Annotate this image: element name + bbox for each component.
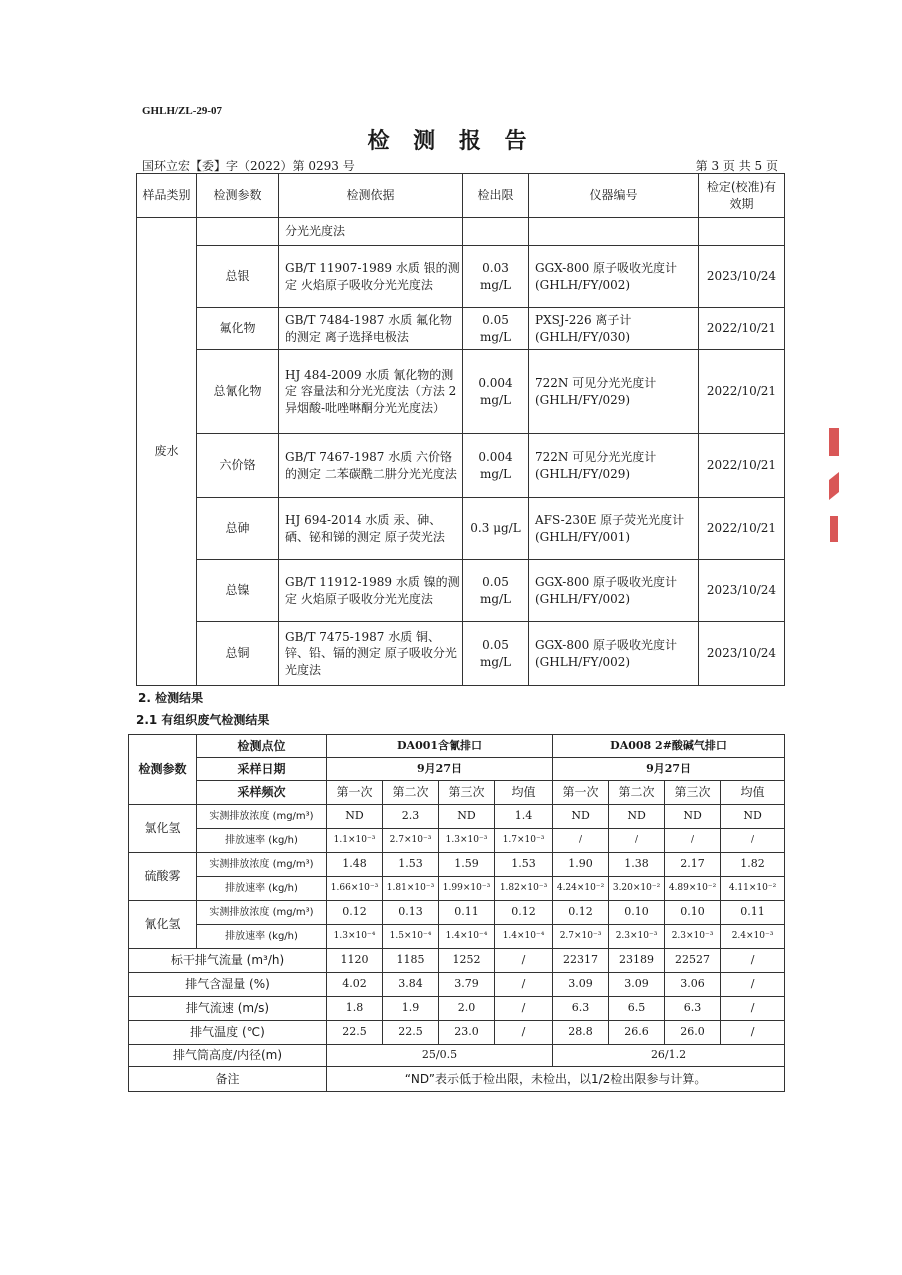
point-da008: DA008 2#酸碱气排口 (553, 735, 785, 758)
page-info: 第 3 页 共 5 页 (695, 159, 778, 173)
param-cell: 氟化物 (197, 308, 279, 350)
header-parameter: 检测参数 (197, 174, 279, 218)
value-cell: 4.02 (327, 973, 383, 997)
value-cell: 0.12 (553, 901, 609, 925)
value-cell: / (495, 973, 553, 997)
param-cell: 总砷 (197, 498, 279, 560)
param-label: 检测参数 (129, 735, 197, 805)
table-row (129, 925, 785, 949)
limit-cell: 0.03 mg/L (463, 246, 529, 308)
validity-cell: 2022/10/21 (699, 308, 785, 350)
freq-cell: 均值 (495, 781, 553, 805)
value-cell: 6.5 (609, 997, 665, 1021)
value-cell: / (495, 949, 553, 973)
instrument-cell: GGX-800 原子吸收光度计(GHLH/FY/002) (529, 246, 699, 308)
table-row (129, 853, 785, 877)
value-cell: 1.48 (327, 853, 383, 877)
document-title: 检 测 报 告 (367, 129, 535, 154)
value-cell: 0.13 (383, 901, 439, 925)
table-row (129, 877, 785, 901)
value-cell: 2.0 (439, 997, 495, 1021)
value-cell: 0.12 (495, 901, 553, 925)
limit-cell: 0.004 mg/L (463, 434, 529, 498)
pollutant-name: 氰化氢 (129, 901, 197, 949)
value-cell: 2.4×10⁻³ (721, 925, 785, 949)
value-cell: 1.4×10⁻⁴ (495, 925, 553, 949)
row-label: 实测排放浓度 (mg/m³) (197, 853, 327, 877)
value-cell: 1.8 (327, 997, 383, 1021)
value-cell: 1252 (439, 949, 495, 973)
table-row (129, 829, 785, 853)
basis-cell: GB/T 7484-1987 水质 氟化物的测定 离子选择电极法 (279, 308, 463, 350)
limit-cell: 0.05 mg/L (463, 560, 529, 622)
point-label: 检测点位 (197, 735, 327, 758)
header-instrument: 仪器编号 (529, 174, 699, 218)
section-heading-exhaust: 2.1 有组织废气检测结果 (136, 713, 270, 727)
value-cell: 1.4 (495, 805, 553, 829)
value-cell: / (721, 829, 785, 853)
value-cell: 2.3×10⁻³ (609, 925, 665, 949)
table-row (129, 805, 785, 829)
value-cell: 23.0 (439, 1021, 495, 1045)
table-row (129, 901, 785, 925)
freq-cell: 第三次 (439, 781, 495, 805)
value-cell: 2.3×10⁻³ (665, 925, 721, 949)
value-cell: 1.38 (609, 853, 665, 877)
value-cell: 1.90 (553, 853, 609, 877)
validity-cell (699, 218, 785, 246)
row-label: 排放速率 (kg/h) (197, 829, 327, 853)
value-cell: 1.3×10⁻⁴ (327, 925, 383, 949)
point-da001: DA001含氰排口 (327, 735, 553, 758)
value-cell: 1.4×10⁻⁴ (439, 925, 495, 949)
stack-height-da008: 26/1.2 (553, 1045, 785, 1067)
table-row (137, 434, 785, 498)
value-cell: / (721, 949, 785, 973)
param-cell (197, 218, 279, 246)
value-cell: / (495, 1021, 553, 1045)
stat-label: 排气含湿量 (%) (129, 973, 327, 997)
value-cell: / (495, 997, 553, 1021)
header-validity: 检定(校准)有效期 (699, 174, 785, 218)
value-cell: 3.06 (665, 973, 721, 997)
date-label: 采样日期 (197, 758, 327, 781)
value-cell: 1.66×10⁻³ (327, 877, 383, 901)
date-da008: 9月27日 (553, 758, 785, 781)
freq-cell: 第二次 (383, 781, 439, 805)
freq-cell: 均值 (721, 781, 785, 805)
stack-height-da001: 25/0.5 (327, 1045, 553, 1067)
date-row (129, 758, 785, 781)
value-cell: 4.24×10⁻² (553, 877, 609, 901)
freq-cell: 第三次 (665, 781, 721, 805)
report-number: 国环立宏【委】字（2022）第 0293 号 (142, 159, 355, 173)
value-cell: ND (665, 805, 721, 829)
value-cell: 3.84 (383, 973, 439, 997)
value-cell: 28.8 (553, 1021, 609, 1045)
header-basis: 检测依据 (279, 174, 463, 218)
value-cell: 3.09 (553, 973, 609, 997)
validity-cell: 2022/10/21 (699, 434, 785, 498)
limit-cell: 0.05 mg/L (463, 308, 529, 350)
stat-label: 排气流速 (m/s) (129, 997, 327, 1021)
value-cell: 0.11 (439, 901, 495, 925)
value-cell: 0.10 (665, 901, 721, 925)
value-cell: 22527 (665, 949, 721, 973)
freq-row (129, 781, 785, 805)
basis-cell: GB/T 7467-1987 水质 六价铬的测定 二苯碳酰二肼分光光度法 (279, 434, 463, 498)
method-table-header (137, 174, 785, 218)
instrument-cell: AFS-230E 原子荧光光度计(GHLH/FY/001) (529, 498, 699, 560)
instrument-cell (529, 218, 699, 246)
value-cell: 0.10 (609, 901, 665, 925)
value-cell: 1120 (327, 949, 383, 973)
value-cell: 1.7×10⁻³ (495, 829, 553, 853)
stat-label: 排气温度 (℃) (129, 1021, 327, 1045)
validity-cell: 2023/10/24 (699, 560, 785, 622)
table-row (137, 350, 785, 434)
limit-cell (463, 218, 529, 246)
value-cell: 22.5 (327, 1021, 383, 1045)
basis-cell: HJ 484-2009 水质 氰化物的测定 容量法和分光光度法（方法 2 异烟酸-吡唑啉酮分光光度法） (279, 350, 463, 434)
table-row (137, 560, 785, 622)
value-cell: 1185 (383, 949, 439, 973)
value-cell: 1.53 (495, 853, 553, 877)
table-row (129, 973, 785, 997)
value-cell: / (721, 973, 785, 997)
limit-cell: 0.05 mg/L (463, 622, 529, 686)
value-cell: / (665, 829, 721, 853)
value-cell: 26.0 (665, 1021, 721, 1045)
instrument-cell: 722N 可见分光光度计 (GHLH/FY/029) (529, 434, 699, 498)
row-label: 排放速率 (kg/h) (197, 877, 327, 901)
value-cell: ND (439, 805, 495, 829)
value-cell: / (721, 997, 785, 1021)
limit-cell: 0.3 μg/L (463, 498, 529, 560)
instrument-cell: PXSJ-226 离子计 (GHLH/FY/030) (529, 308, 699, 350)
pollutant-name: 氯化氢 (129, 805, 197, 853)
remark-text: “ND”表示低于检出限，未检出，以1/2检出限参与计算。 (327, 1067, 785, 1092)
value-cell: 2.7×10⁻³ (383, 829, 439, 853)
section-heading-results: 2. 检测结果 (138, 691, 204, 705)
freq-label: 采样频次 (197, 781, 327, 805)
pollutant-name: 硫酸雾 (129, 853, 197, 901)
value-cell: 3.20×10⁻² (609, 877, 665, 901)
table-row (137, 246, 785, 308)
freq-cell: 第一次 (553, 781, 609, 805)
param-cell: 总氰化物 (197, 350, 279, 434)
method-table (136, 173, 785, 686)
value-cell: / (553, 829, 609, 853)
basis-cell: HJ 694-2014 水质 汞、砷、硒、铋和锑的测定 原子荧光法 (279, 498, 463, 560)
table-row (137, 308, 785, 350)
value-cell: 2.17 (665, 853, 721, 877)
value-cell: / (721, 1021, 785, 1045)
instrument-cell: GGX-800 原子吸收光度计(GHLH/FY/002) (529, 560, 699, 622)
value-cell: ND (721, 805, 785, 829)
basis-cell: GB/T 11907-1989 水质 银的测定 火焰原子吸收分光光度法 (279, 246, 463, 308)
value-cell: 3.09 (609, 973, 665, 997)
header-sample-category: 样品类别 (137, 174, 197, 218)
row-label: 实测排放浓度 (mg/m³) (197, 901, 327, 925)
basis-cell: GB/T 11912-1989 水质 镍的测定 火焰原子吸收分光光度法 (279, 560, 463, 622)
value-cell: 1.53 (383, 853, 439, 877)
table-row (129, 997, 785, 1021)
table-row (129, 949, 785, 973)
row-label: 排放速率 (kg/h) (197, 925, 327, 949)
value-cell: 1.82 (721, 853, 785, 877)
value-cell: 1.59 (439, 853, 495, 877)
value-cell: ND (553, 805, 609, 829)
value-cell: ND (609, 805, 665, 829)
value-cell: 0.11 (721, 901, 785, 925)
param-cell: 总银 (197, 246, 279, 308)
point-row (129, 735, 785, 758)
stat-label: 标干排气流量 (m³/h) (129, 949, 327, 973)
value-cell: 0.12 (327, 901, 383, 925)
remark-label: 备注 (129, 1067, 327, 1092)
instrument-cell: GGX-800 原子吸收光度计(GHLH/FY/002) (529, 622, 699, 686)
freq-cell: 第一次 (327, 781, 383, 805)
stack-height-label: 排气筒高度/内径(m) (129, 1045, 327, 1067)
value-cell: 1.81×10⁻³ (383, 877, 439, 901)
value-cell: 2.7×10⁻³ (553, 925, 609, 949)
param-cell: 总铜 (197, 622, 279, 686)
table-row (129, 1045, 785, 1067)
limit-cell: 0.004 mg/L (463, 350, 529, 434)
value-cell: / (609, 829, 665, 853)
header-limit: 检出限 (463, 174, 529, 218)
value-cell: 1.1×10⁻³ (327, 829, 383, 853)
value-cell: ND (327, 805, 383, 829)
value-cell: 4.89×10⁻² (665, 877, 721, 901)
basis-cell: GB/T 7475-1987 水质 铜、锌、铅、镉的测定 原子吸收分光光度法 (279, 622, 463, 686)
value-cell: 6.3 (665, 997, 721, 1021)
value-cell: 1.3×10⁻³ (439, 829, 495, 853)
document-code: GHLH/ZL-29-07 (142, 105, 223, 117)
freq-cell: 第二次 (609, 781, 665, 805)
validity-cell: 2022/10/21 (699, 350, 785, 434)
value-cell: 1.82×10⁻³ (495, 877, 553, 901)
value-cell: 1.99×10⁻³ (439, 877, 495, 901)
param-cell: 六价铬 (197, 434, 279, 498)
table-row (137, 218, 785, 246)
value-cell: 23189 (609, 949, 665, 973)
validity-cell: 2022/10/21 (699, 498, 785, 560)
sample-category: 废水 (137, 218, 197, 686)
table-row (129, 1067, 785, 1092)
value-cell: 26.6 (609, 1021, 665, 1045)
table-row (137, 622, 785, 686)
table-row (129, 1021, 785, 1045)
value-cell: 22317 (553, 949, 609, 973)
value-cell: 1.9 (383, 997, 439, 1021)
value-cell: 3.79 (439, 973, 495, 997)
validity-cell: 2023/10/24 (699, 622, 785, 686)
basis-cell: 分光光度法 (279, 218, 463, 246)
value-cell: 1.5×10⁻⁴ (383, 925, 439, 949)
table-row (137, 498, 785, 560)
value-cell: 6.3 (553, 997, 609, 1021)
row-label: 实测排放浓度 (mg/m³) (197, 805, 327, 829)
seal-stamp-fragment (828, 428, 840, 542)
value-cell: 2.3 (383, 805, 439, 829)
param-cell: 总镍 (197, 560, 279, 622)
date-da001: 9月27日 (327, 758, 553, 781)
instrument-cell: 722N 可见分光光度计 (GHLH/FY/029) (529, 350, 699, 434)
value-cell: 4.11×10⁻² (721, 877, 785, 901)
value-cell: 22.5 (383, 1021, 439, 1045)
validity-cell: 2023/10/24 (699, 246, 785, 308)
exhaust-results-table (128, 734, 785, 1092)
